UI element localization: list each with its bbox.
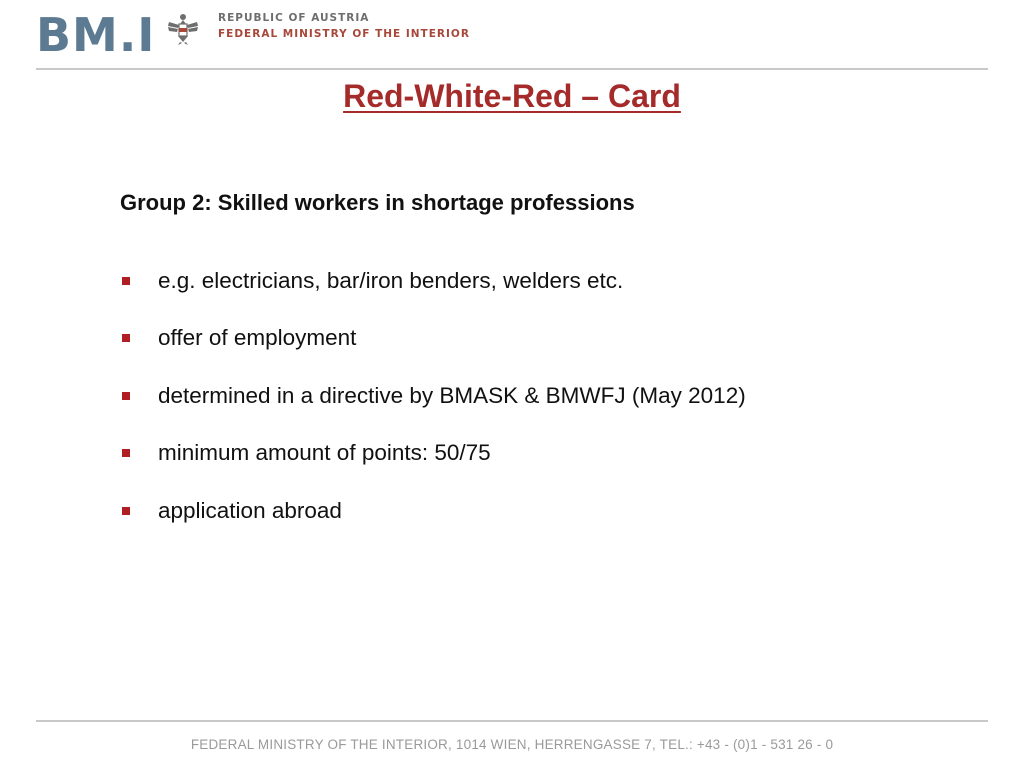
footer-divider [36,720,988,722]
slide-title: Red-White-Red – Card [343,78,681,114]
group-heading: Group 2: Skilled workers in shortage professions [120,190,635,215]
republic-line: REPUBLIC OF AUSTRIA [218,12,370,24]
bullet-text: minimum amount of points: 50/75 [158,440,491,466]
bullet-item [120,377,746,435]
header [36,8,636,62]
bmi-logo: BM.I [36,8,156,62]
footer-address: FEDERAL MINISTRY OF THE INTERIOR, 1014 WIEN, HERRENGASSE 7, TEL.: +43 - (0)1 - 531 26 - 0 [190,737,834,752]
bullet-item [120,262,746,320]
bullet-text: determined in a directive by BMASK & BMWFJ (May 2012) [158,382,746,408]
square-bullet-icon [122,277,130,285]
bullet-text: e.g. electricians, bar/iron benders, welders etc. [158,267,624,293]
square-bullet-icon [122,392,130,400]
header-divider [36,68,988,70]
bullet-item [120,320,746,378]
square-bullet-icon [122,334,130,342]
ministry-lines [218,10,470,42]
bullet-item [120,435,746,493]
square-bullet-icon [122,507,130,515]
ministry-line: FEDERAL MINISTRY OF THE INTERIOR [218,28,470,40]
bullet-text: offer of employment [158,325,357,351]
bullet-text: application abroad [158,497,342,523]
square-bullet-icon [122,449,130,457]
austrian-eagle-icon [166,12,200,46]
bullet-item [120,492,746,550]
bullet-list [120,262,746,550]
